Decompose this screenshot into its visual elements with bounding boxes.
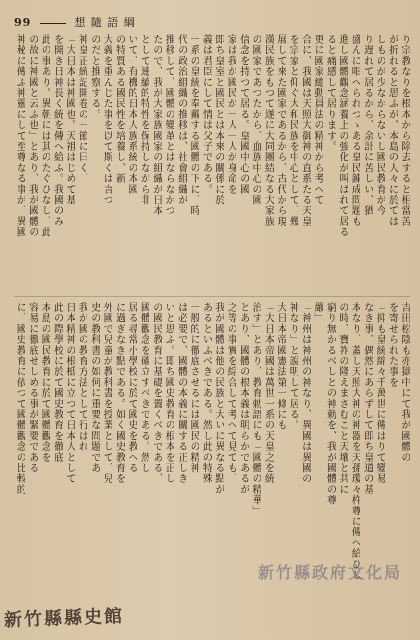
text-column: 神皇正統記開卷の一節に曰く、 bbox=[76, 34, 88, 184]
text-column: を寄せられた事を bbox=[386, 302, 398, 388]
upper-text-block bbox=[14, 34, 410, 292]
page-number: 99 bbox=[14, 16, 32, 29]
text-column: いと思ふ。即ち國史教育の根本を正し bbox=[163, 302, 175, 484]
text-column: 我が國の教育方法として行はれ bbox=[76, 302, 88, 452]
text-column: いて、有機的日本人族系統の本國 bbox=[126, 34, 138, 195]
text-column: しものが少なからないし國民教育が今 bbox=[374, 34, 386, 216]
text-column: が折れると思ふが、本島の人々に於ては bbox=[386, 34, 398, 227]
text-column: 「大日本は神國也。天祖はじめて基 bbox=[64, 34, 76, 206]
text-column: 嚴」 bbox=[312, 302, 324, 324]
text-column: の時、寶祚の隆えまさむこと天壤と共に bbox=[336, 302, 348, 495]
text-column: 我が國體は他の民族と大いに異なる點が bbox=[212, 302, 224, 495]
text-column: 日本精神の根柢に立つて日本人として bbox=[64, 302, 76, 484]
text-column: たので、我が大家族國家の組織が日本 bbox=[150, 34, 162, 216]
text-column: のだと推察する。 bbox=[88, 34, 100, 120]
text-column: 本なり、蓋し天照大神の神器を天孫瓊々杵尊に傳へ給ひし bbox=[349, 302, 361, 581]
text-column: 此の事あり。異朝には其のたぐひなし、此 bbox=[39, 34, 51, 238]
text-column: 義は君臣にして情は父子である。 bbox=[200, 34, 212, 195]
text-column: に、國史教育に依つて國體觀念の比較的 bbox=[14, 302, 26, 495]
text-column: の國民教育に基礎を置くべきである、 bbox=[150, 302, 162, 484]
text-column: 神なり」と說明して居る。 bbox=[287, 302, 299, 431]
page-header bbox=[14, 14, 136, 30]
text-column: 合に、我國は天照大御神の直系たる天皇 bbox=[299, 34, 311, 227]
text-column: として連續的特性を保持しながら非 bbox=[138, 34, 150, 206]
text-column: 神秘に傳ふ神靈にして至尊なる事が、異國 bbox=[14, 34, 26, 238]
text-column: 吉田松陰も亦獄中にて我が國體の bbox=[399, 302, 410, 463]
text-column: 「神州は神州の神なり、異國は異國の bbox=[299, 302, 311, 484]
text-column: は必要で、國體の本義に關する正しき bbox=[175, 302, 187, 484]
text-column: 代の政治組織の推移は、社會組織が bbox=[175, 34, 187, 206]
text-column: り宗教なりを根本から除去すると相當苦 bbox=[399, 34, 410, 227]
text-column: の故に神國と云ふ也」とあり、我が國體の bbox=[26, 34, 38, 238]
text-column: を開き日神長く統を傳へ給ふ。我國のみ bbox=[51, 34, 63, 227]
text-column: 「大日本帝國は萬世一系の天皇之を統 bbox=[262, 302, 274, 484]
text-column: 一系の皇統を奉戴する國體の下に、時 bbox=[188, 34, 200, 216]
text-column: 大義を重んじた事を以て斯くは言つ bbox=[101, 34, 113, 206]
text-column: 即ち皇室と國民とは本來の關係に於 bbox=[212, 34, 224, 206]
text-column: 信念を持つて居る。皇國中心の國 bbox=[237, 34, 249, 195]
text-column: 漢民族をもつて遂に大同團結なる大家族 bbox=[262, 34, 274, 227]
text-column: を宗家と仰ぐ大和民族を中心として、幾 bbox=[287, 34, 299, 227]
text-column: なき事、偶然にあらずして即ち皇道の基 bbox=[361, 302, 373, 495]
text-column: 外國で兒童が教科書を授業として、兒 bbox=[101, 302, 113, 484]
text-column: 史の教科書の如何に重要な問題であ bbox=[88, 302, 100, 474]
text-column: 盛んに唱へられつゝある皇民錬成問題も bbox=[349, 34, 361, 227]
text-column: 之等の事實を綜合して考へて見ても、 bbox=[225, 302, 237, 484]
text-column: 推移して、國體の變革とはならなかつ bbox=[163, 34, 175, 216]
text-column: 展して來た國家であるから、古代から現 bbox=[274, 34, 286, 227]
text-column: 本島の國民教育に於て國體觀念を bbox=[39, 302, 51, 463]
text-column: とあり、國體の根本義は明らかであるが bbox=[237, 302, 249, 495]
text-column: 國體觀念を確立すべきである。然し bbox=[138, 302, 150, 474]
text-column: 容易に徹底せしめる事が緊要である bbox=[26, 302, 38, 474]
text-column: 一般的に徹底させるには國民の精神 bbox=[188, 302, 200, 474]
header-rule bbox=[40, 23, 66, 24]
text-column: 居る尋常小學校に於て國史を教へる bbox=[126, 302, 138, 474]
text-column: に過ぎなき點である。如く國史教育を bbox=[113, 302, 125, 484]
library-stamp: 新竹縣縣史館 bbox=[3, 605, 125, 632]
text-column: 此の際學校に於て國史教育を徹底 bbox=[51, 302, 63, 463]
text-column: 進し國體觀念涵養上の強化が叫ばれて居る bbox=[336, 34, 348, 238]
text-column: の國家であつたから、血族中心の國 bbox=[250, 34, 262, 206]
text-column: り遅れて居るから、余計に苦しい、猶 bbox=[361, 34, 373, 216]
text-column: 大日本帝國憲法第一條にも bbox=[274, 302, 286, 431]
text-column: 家は我が國民が一人一人が身命を bbox=[225, 34, 237, 195]
text-column: 治す」とあり、教育勅語にも「國體の精華」 bbox=[250, 302, 262, 516]
running-title: 想 隨 語 綱 bbox=[74, 16, 136, 29]
archive-watermark: 新竹縣政府文化局 bbox=[258, 563, 403, 582]
text-column: の特質ある國民性を培養し、新 bbox=[113, 34, 125, 184]
lower-text-block bbox=[14, 302, 410, 592]
text-column: ると痛感して居ります。 bbox=[324, 34, 336, 152]
text-column: 窮り無かるべしとの神勅を、我が國體の尊 bbox=[324, 302, 336, 506]
block-divider bbox=[14, 296, 410, 297]
text-column: 「抑も皇統綿々千萬世に傳はりて變易 bbox=[374, 302, 386, 484]
text-column: 更に國家總動員法の精神から考へて bbox=[312, 34, 324, 206]
text-column: あるといふべきである。然し此の特殊 bbox=[200, 302, 212, 484]
